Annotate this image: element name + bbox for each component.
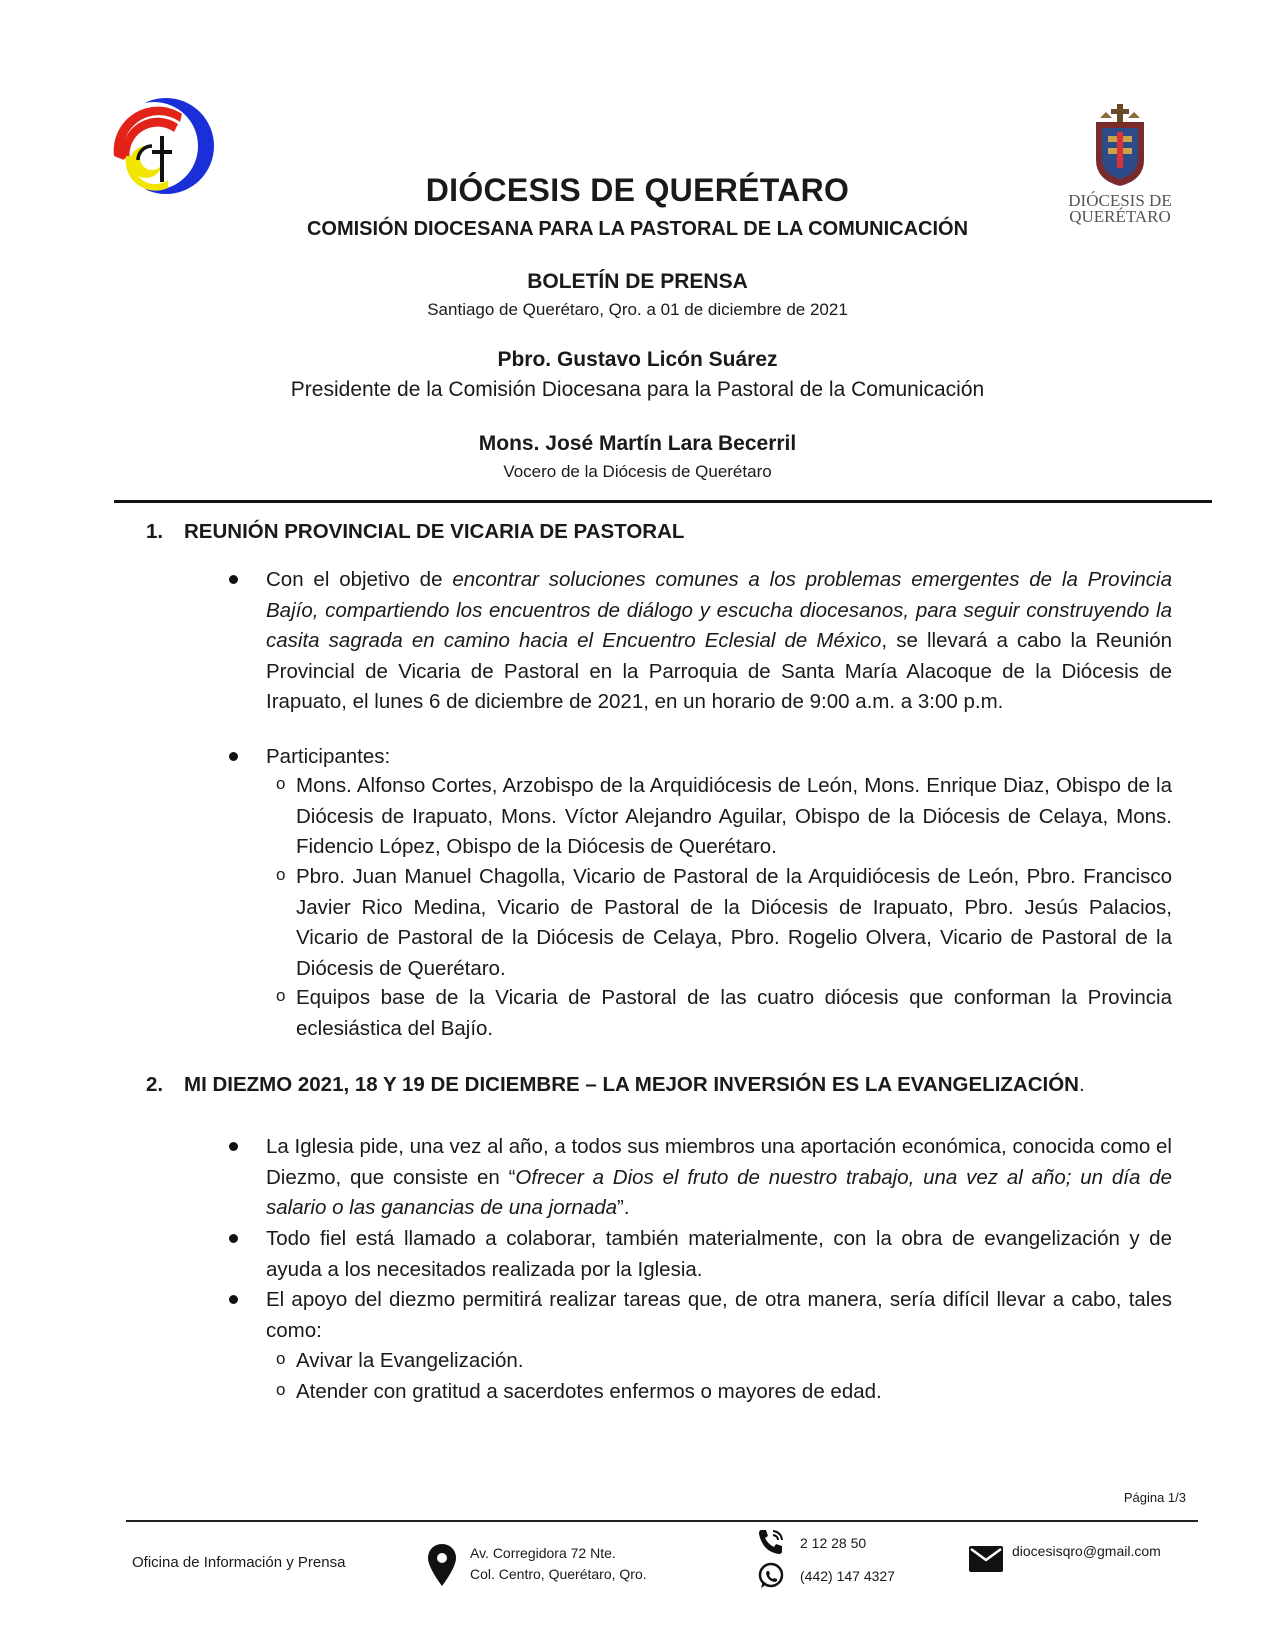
sub-paragraph: Mons. Alfonso Cortes, Arzobispo de la Arquidiócesis de León, Mons. Enrique Diaz, Obispo de la Diócesis de Irapuato, Mons. Víctor Alejandro Aguilar, Obispo de la Diócesis de Celaya, Mons. Fidencio López, Obispo de la Diócesis de Querétaro. — [296, 774, 1172, 858]
person1-role: Presidente de la Comisión Diocesana para la Pastoral de la Comunicación — [290, 378, 985, 401]
email-address: diocesisqro@gmail.com — [1012, 1543, 1161, 1559]
document-subtitle: COMISIÓN DIOCESANA PARA LA PASTORAL DE LA COMUNICACIÓN — [306, 218, 969, 240]
section-title: MI DIEZMO 2021, 18 Y 19 DE DICIEMBRE – LA MEJOR INVERSIÓN ES LA EVANGELIZACIÓN — [184, 1073, 1079, 1096]
person1-name: Pbro. Gustavo Licón Suárez — [497, 348, 778, 371]
text-run: , se llevará a cabo la Reunión Provincial de Vicaria de Pastoral en la Parroquia de Santa María Alacoque de la Diócesis de Irapuato, el lunes 6 de diciembre de 2021, en un horario de 9:00 a.m. a 3:00 p.m. — [266, 629, 1172, 713]
crest-caption-line2: QUERÉTARO — [1069, 207, 1171, 226]
bullet-icon — [229, 752, 238, 761]
date-line: Santiago de Querétaro, Qro. a 01 de diciembre de 2021 — [427, 300, 848, 319]
bullet-icon — [229, 1295, 238, 1304]
person2-role: Vocero de la Diócesis de Querétaro — [503, 462, 772, 481]
crest-caption-line1: DIÓCESIS DE — [1068, 191, 1172, 210]
phone-icon — [757, 1528, 785, 1556]
paragraph — [266, 1132, 1172, 1224]
sub-paragraph: Pbro. Juan Manuel Chagolla, Vicario de Pastoral de la Arquidiócesis de León, Pbro. Francisco Javier Rico Medina, Vicario de Pastoral de la Diócesis de Irapuato, Pbro. Jesús Palacios, Vicario de Pastoral de la Diócesis de Celaya, Pbro. Rogelio Olvera, Vicario de Pastoral de la Diócesis de Querétaro. — [296, 865, 1172, 980]
text-run: ”. — [617, 1196, 630, 1219]
bulletin-label: BOLETÍN DE PRENSA — [527, 270, 748, 293]
sub-bullet-marker: o — [276, 1380, 286, 1399]
italic-text-run: Ofrecer a Dios el fruto de nuestro trabajo, una vez al año; un día de salario o las ganancias de una jornada — [266, 1165, 1172, 1219]
page-number: Página 1/3 — [1123, 1490, 1186, 1505]
sub-bullet-marker: o — [276, 774, 286, 793]
sub-bullet-marker: o — [276, 1349, 286, 1368]
location-pin-icon — [428, 1544, 456, 1586]
paragraph — [266, 565, 1172, 718]
text-run: Con el objetivo de — [266, 568, 453, 591]
document-title: DIÓCESIS DE QUERÉTARO — [425, 172, 850, 208]
italic-text-run: encontrar soluciones comunes a los problemas emergentes de la Provincia Bajío, compartiendo los encuentros de diálogo y escucha diocesanos, para seguir construyendo la casita sagrada en camino hacia el Encuentro Eclesial de México — [266, 568, 1172, 652]
text-run: La Iglesia pide, una vez al año, a todos sus miembros una aportación económica, conocida como el Diezmo, que consiste en “ — [266, 1135, 1172, 1189]
whatsapp-icon — [757, 1562, 785, 1590]
paragraph: El apoyo del diezmo permitirá realizar tareas que, de otra manera, sería difícil llevar a cabo, tales como: — [266, 1288, 1172, 1342]
sub-bullet-marker: o — [276, 865, 286, 884]
paragraph: Participantes: — [266, 745, 391, 768]
sub-paragraph: Atender con gratitud a sacerdotes enfermos o mayores de edad. — [296, 1380, 882, 1403]
footer-divider — [126, 1520, 1198, 1522]
sub-paragraph: Equipos base de la Vicaria de Pastoral de las cuatro diócesis que conforman la Provincia eclesiástica del Bajío. — [296, 986, 1172, 1040]
whatsapp-number: (442) 147 4327 — [800, 1568, 895, 1584]
bullet-icon — [229, 1234, 238, 1243]
section-number: 2. — [146, 1073, 164, 1096]
paragraph: Todo fiel está llamado a colaborar, también materialmente, con la obra de evangelización y de ayuda a los necesitados realizada por la Iglesia. — [266, 1227, 1172, 1281]
section-number: 1. — [146, 520, 164, 543]
bullet-icon — [229, 1142, 238, 1151]
header-divider — [114, 500, 1212, 503]
section-1-heading — [146, 520, 684, 544]
office-label: Oficina de Información y Prensa — [132, 1554, 346, 1571]
address-line1: Av. Corregidora 72 Nte. — [470, 1545, 616, 1561]
sub-bullet-marker: o — [276, 986, 286, 1005]
mail-icon — [969, 1546, 1003, 1572]
person2-name: Mons. José Martín Lara Becerril — [478, 432, 797, 455]
section-2-heading — [146, 1073, 1085, 1097]
address-line2: Col. Centro, Querétaro, Qro. — [470, 1566, 647, 1582]
bullet-icon — [229, 575, 238, 584]
section-title-period: . — [1078, 1073, 1085, 1096]
sub-paragraph: Avivar la Evangelización. — [296, 1349, 524, 1372]
section-title: REUNIÓN PROVINCIAL DE VICARIA DE PASTORAL — [184, 520, 685, 543]
phone-number: 2 12 28 50 — [800, 1535, 867, 1551]
